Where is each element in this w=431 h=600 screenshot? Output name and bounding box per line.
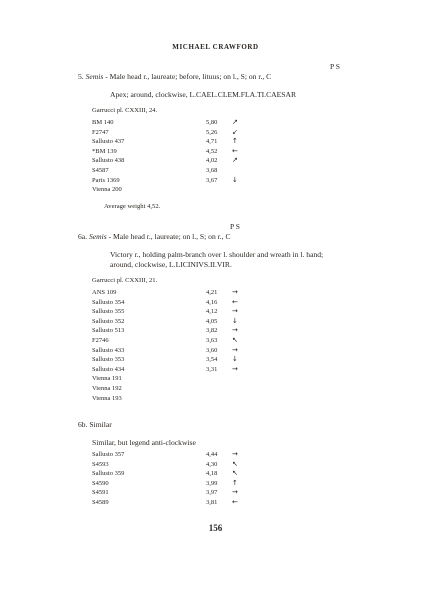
specimen-weight: 3,97 [206,489,218,497]
specimen-row [92,394,246,404]
specimen-name: S4591 [92,489,109,497]
entry-heading [78,420,112,429]
specimen-weight: 3,81 [206,498,218,506]
specimen-weight: 4,05 [206,317,218,325]
die-axis-arrow: → [232,326,238,335]
entry-reverse: Victory r., holding palm-branch over l. shoulder and wreath in l. hand; [110,250,324,259]
specimen-name: Sallusto 438 [92,157,125,165]
die-axis-arrow [232,394,246,404]
specimen-name: Sallusto 353 [92,356,125,364]
specimen-name: Sallusto 357 [92,451,125,458]
specimen-weight: 4,16 [206,298,218,306]
die-axis-arrow: ↓ [232,355,238,364]
specimen-weight: 4,71 [206,138,218,146]
specimen-name: Sallusto 434 [92,365,125,373]
specimen-row [92,450,246,460]
specimen-name: Sallusto 354 [92,298,125,306]
specimen-row [92,128,246,138]
page-number: 156 [208,523,223,533]
specimen-name: S4587 [92,166,109,174]
specimen-weight: 5,80 [206,119,218,126]
specimen-name: Paris 1369 [92,176,120,184]
die-axis-arrow: ← [232,297,238,306]
specimen-weight: 4,52 [206,147,218,155]
specimen-row [92,307,246,317]
specimen-row [92,355,246,365]
specimen-name: S4589 [92,498,109,506]
specimen-name: Vienna 191 [92,375,122,383]
specimen-weight [206,394,232,404]
die-axis-arrow [232,166,246,176]
specimen-weight: 3,67 [206,176,218,184]
specimen-row [92,147,246,157]
specimen-name: Sallusto 437 [92,138,125,146]
specimen-name: S4593 [92,460,109,468]
specimen-name: F2746 [92,336,109,344]
entry-number: 5. [78,72,84,81]
specimen-row [92,488,246,498]
specimen-table [92,450,246,508]
specimen-name: Sallusto 433 [92,346,125,354]
entry-type: Semis [88,232,107,241]
specimen-name: F2747 [92,128,109,136]
ps-column-label: P S [330,62,340,71]
specimen-weight: 3,68 [206,166,218,174]
specimen-name: Sallusto 513 [92,327,125,335]
die-axis-arrow: ↖ [232,469,238,478]
specimen-row [92,317,246,327]
ps-column-label: P S [230,222,240,231]
die-axis-arrow [232,185,246,195]
entry-number: 6b. [78,420,88,429]
specimen-row [92,185,246,195]
die-axis-arrow: → [232,307,238,316]
specimen-weight: 3,54 [206,356,218,364]
die-axis-arrow: ← [232,146,238,155]
specimen-weight: 3,63 [206,336,218,344]
specimen-row [92,137,246,147]
die-axis-arrow: → [232,364,238,373]
entry-reverse: Apex; around, clockwise, L.CAEL.CLEM.FLA.TI.CAESAR [110,90,297,99]
specimen-row [92,374,246,384]
specimen-name: ANS 109 [92,289,117,296]
specimen-row [92,498,246,508]
die-axis-arrow: → [232,288,238,296]
entry-description: Male head r., laureate; before, lituus; on l., S; on r., C [109,72,272,81]
entry-number: 6a. [78,232,88,241]
specimen-weight: 4,44 [206,451,218,458]
die-axis-arrow: ↑ [232,137,238,146]
specimen-row [92,460,246,470]
specimen-weight: 3,31 [206,365,218,373]
entry-reverse: Similar, but legend anti-clockwise [92,438,196,447]
specimen-name: Sallusto 352 [92,317,125,325]
die-axis-arrow: ↗ [232,156,238,165]
specimen-name: Sallusto 355 [92,308,125,316]
die-axis-arrow: ↖ [232,335,238,344]
specimen-name: Vienna 193 [92,394,122,402]
specimen-row [92,346,246,356]
die-axis-arrow: → [232,450,238,458]
specimen-weight: 3,99 [206,479,218,487]
specimen-weight: 4,18 [206,470,218,478]
specimen-name: BM 140 [92,119,114,126]
specimen-weight: 3,82 [206,327,218,335]
specimen-weight: 4,21 [206,289,218,296]
specimen-weight: 4,12 [206,308,218,316]
specimen-row [92,336,246,346]
specimen-row [92,365,246,375]
specimen-name: S4590 [92,479,109,487]
die-axis-arrow [232,384,246,394]
specimen-row [92,384,246,394]
die-axis-arrow: → [232,345,238,354]
die-axis-arrow [232,374,246,384]
running-header: MICHAEL CRAWFORD [172,43,259,51]
die-axis-arrow: → [232,488,238,497]
specimen-weight: 5,26 [206,128,218,136]
entry-type: Semis [85,72,104,81]
specimen-table [92,288,246,403]
specimen-row [92,479,246,489]
specimen-name: Vienna 192 [92,384,122,392]
specimen-weight [206,374,232,384]
specimen-name: Sallusto 359 [92,470,125,478]
entry-type: Similar [89,420,112,429]
specimen-row [92,298,246,308]
entry-reference: Garrucci pl. CXXIII, 24. [92,107,158,114]
specimen-weight: 3,60 [206,346,218,354]
die-axis-arrow: ↙ [232,127,238,136]
specimen-weight: 4,02 [206,157,218,165]
specimen-name: *BM 139 [92,147,117,155]
specimen-row [92,176,246,186]
specimen-weight: 4,30 [206,460,218,468]
entry-reverse: around, clockwise, L.LICINIVS.II.VIR. [110,260,232,269]
entry-reference: Garrucci pl. CXXIII, 21. [92,277,158,284]
specimen-row [92,326,246,336]
entry-description: Male head r., laureate; on l., S; on r., C [113,232,231,241]
specimen-row [92,166,246,176]
die-axis-arrow: ↖ [232,459,238,468]
specimen-row [92,469,246,479]
specimen-row [92,156,246,166]
die-axis-arrow: ↗ [232,118,238,126]
specimen-weight [206,185,232,195]
die-axis-arrow: ↓ [232,316,238,325]
entry-heading: 5. Semis - Male head r., laureate; before, lituus; on l., S; on r., C [78,72,272,81]
specimen-row [92,118,246,128]
entry-heading: 6a. Semis - Male head r., laureate; on l., S; on r., C [78,232,231,241]
specimen-row [92,288,246,298]
specimen-table [92,118,246,195]
specimen-weight [206,384,232,394]
die-axis-arrow: ← [232,497,238,506]
die-axis-arrow: ↑ [232,478,238,487]
average-weight: Average weight 4,52. [104,203,161,210]
specimen-name: Vienna 200 [92,186,122,194]
die-axis-arrow: ↓ [232,175,238,184]
